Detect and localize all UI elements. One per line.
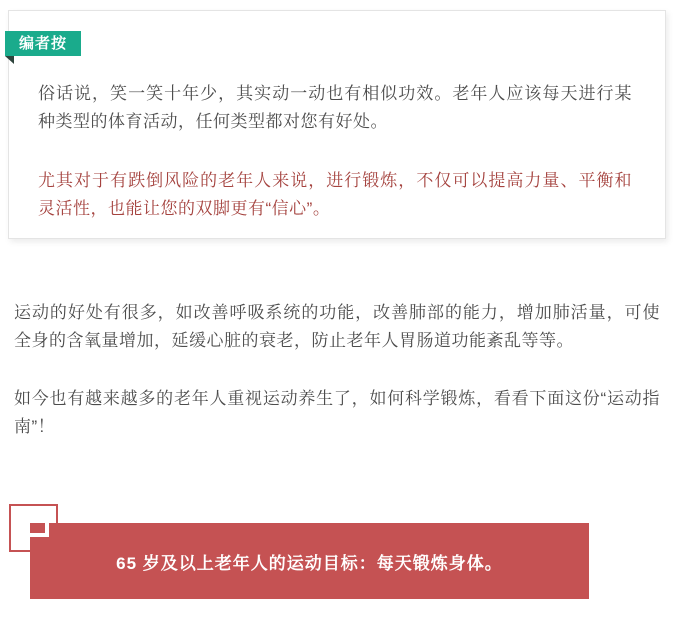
editor-note-highlight-paragraph: 尤其对于有跌倒风险的老年人来说，进行锻炼，不仅可以提高力量、平衡和灵活性，也能让您的双脚更有“信心”。 [38, 171, 632, 218]
body-paragraph-benefits: 运动的好处有很多，如改善呼吸系统的功能，改善肺部的能力，增加肺活量，可使全身的含氧量增加，延缓心脏的衰老，防止老年人胃肠道功能紊乱等等。 [14, 303, 660, 350]
editor-note-paragraph: 俗话说，笑一笑十年少，其实动一动也有相似功效。老年人应该每天进行某种类型的体育活动，任何类型都对您有好处。 [38, 84, 632, 131]
badge-fold-triangle [5, 56, 14, 64]
section-title: 65 岁及以上老年人的运动目标：每天锻炼身体。 [116, 553, 503, 573]
body-paragraph-guide-intro: 如今也有越来越多的老年人重视运动养生了，如何科学锻炼，看看下面这份“运动指南”！ [14, 389, 660, 436]
article-body [14, 299, 660, 441]
section-title-banner [30, 523, 589, 599]
editor-note-box [8, 10, 666, 239]
editor-note-badge: 编者按 [5, 31, 81, 56]
